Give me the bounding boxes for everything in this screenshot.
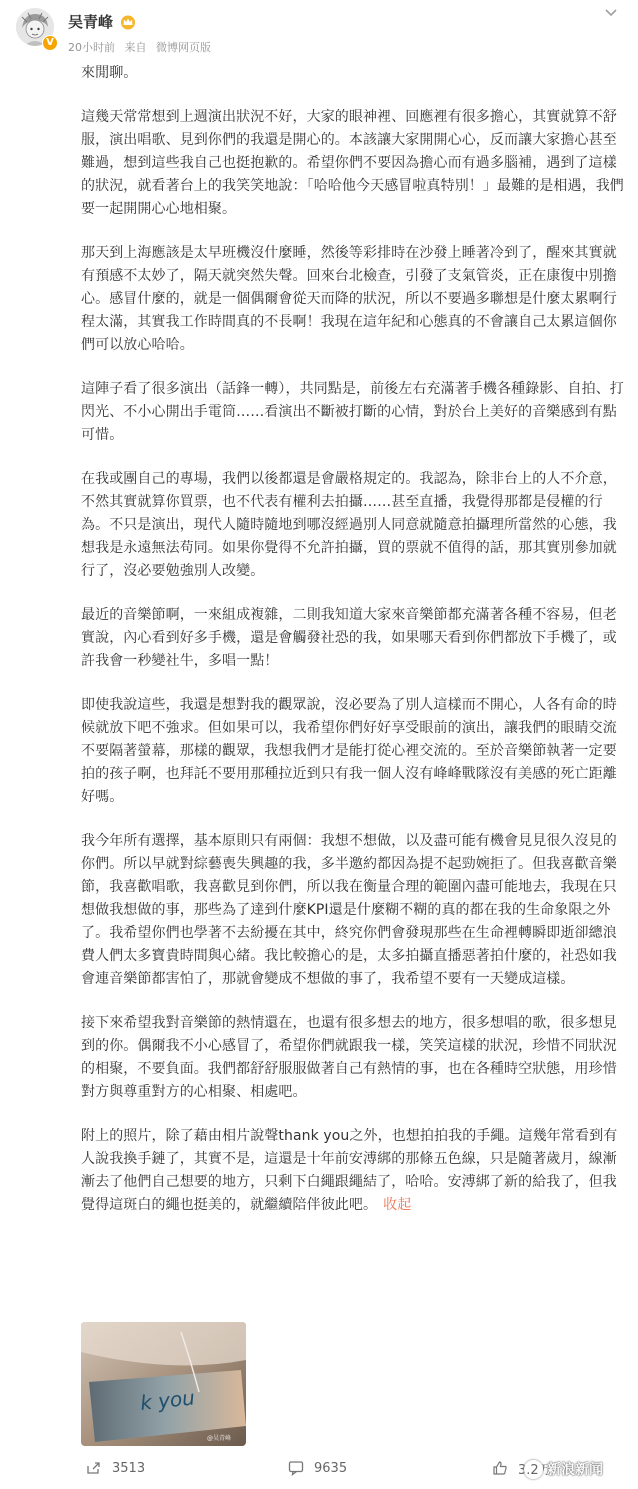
like-count: 3.2万 [518,1462,552,1478]
collapse-link[interactable]: 收起 [383,1197,412,1213]
more-options-icon[interactable] [600,6,622,22]
paragraph: 最近的音樂節啊，一來組成複雜，二則我知道大家來音樂節都充滿著各種不容易，但老實說，內心看到好多手機，還是會觸發社恐的我，如果哪天看到你們都放下手機了，或許我會一秒變社牛，多唱一點！ [81,607,617,669]
paragraph-last [81,1125,624,1217]
photo-watermark: @吴青峰 [207,1435,232,1442]
paragraph: 我今年所有選擇，基本原則只有兩個：我想不想做，以及盡可能有機會見見很久沒見的你們。所以早就對綜藝喪失興趣的我，多半邀約都因為提不起勁婉拒了。但我喜歡音樂節，我喜歡唱歌，我喜歡見到你們，所以我在衡量合理的範圍內盡可能地去，我現在只想做我想做的事，那些為了達到什麼KPI還是什麼糊不糊的真的都在我的生命象限之外了。我希望你們也學著不去紛擾在其中，終究你們會發現那些在生命裡轉瞬即逝卻總浪費人們太多寶貴時間與心緒。我比較擔心的是，太多拍攝直播惡著拍什麼的，社恐如我會連音樂節都害怕了，那就會變成不想做的事了，我希望不要有一天變成這樣。 [81,833,617,987]
post-body [81,62,624,1238]
comment-button[interactable] [288,1454,347,1482]
attached-photo[interactable] [81,1322,246,1446]
paragraph: 來閒聊。 [81,65,138,81]
comment-icon [288,1460,304,1476]
author-row [68,11,137,32]
paragraph: 即使我說這些，我還是想對我的觀眾說，沒必要為了別人這樣而不開心，人各有命的時候就放下吧不強求。但如果可以，我希望你們好好享受眼前的演出，讓我們的眼睛交流不要隔著螢幕，那樣的觀眾，我想我們才是能打從心裡交流的。至於音樂節執著一定要拍的孩子啊，也拜託不要用那種拉近到只有我一個人沒有峰峰戰隊沒有美感的死亡距離好嗎。 [81,697,617,805]
like-icon [492,1460,508,1476]
crown-icon[interactable] [119,14,137,30]
post-time[interactable]: 20小时前 [68,41,115,54]
verified-badge-icon: V [42,35,58,51]
post-source: 微博网页版 [156,41,211,54]
paragraph: 這陣子看了很多演出（話鋒一轉），共同點是，前後左右充滿著手機各種錄影、自拍、打閃光、不小心開出手電筒……看演出不斷被打斷的心情，對於台上美好的音樂感到有點可惜。 [81,381,624,443]
repost-button[interactable] [86,1454,145,1482]
post-meta [68,39,211,55]
photo-image [81,1322,246,1446]
paragraph-last-text: 附上的照片，除了藉由相片說聲thank you之外，也想拍拍我的手繩。這幾年常看到有人說我換手鏈了，其實不是，這還是十年前安溥綁的那條五色線，只是隨著歲月，線漸漸去了他們自己想要的地方，只剩下白繩跟繩結了，哈哈。安溥綁了新的給我了，但我覺得這斑白的繩也挺美的，就繼續陪伴彼此吧。 [81,1128,618,1213]
paragraph: 這幾天常常想到上週演出狀況不好，大家的眼神裡、回應裡有很多擔心，其實就算不舒服，演出唱歌、見到你們的我還是開心的。本該讓大家開開心心，反而讓大家擔心甚至難過，想到這些我自己也挺抱歉的。希望你們不要因為擔心而有過多腦補，遇到了這樣的狀況，就看著台上的我笑笑地說：「哈哈他今天感冒啦真特別！」最難的是相遇，我們要一起開開心心地相聚。 [81,109,624,217]
paragraph: 在我或團自己的專場，我們以後都還是會嚴格規定的。我認為，除非台上的人不介意，不然其實就算你買票，也不代表有權利去拍攝……甚至直播，我覺得那都是侵權的行為。不只是演出，現代人隨時隨地到哪沒經過別人同意就隨意拍攝理所當然的心態，我想我是永遠無法苟同。如果你覺得不允許拍攝，買的票就不值得的話，那其實別參加就行了，沒必要勉強別人改變。 [81,471,617,579]
comment-count: 9635 [314,1460,348,1476]
sina-news-text: 新浪新闻 [547,1462,603,1478]
sina-news-watermark [524,1459,603,1479]
paragraph: 接下來希望我對音樂節的熱情還在，也還有很多想去的地方，很多想唱的歌，很多想見到的你。偶爾我不小心感冒了，希望你們就跟我一樣，笑笑這樣的狀況，珍惜不同狀況的相聚，不要負面。我們都舒舒服服做著自己有熱情的事，也在各種時空狀態，用珍惜對方與尊重對方的心相聚、相處吧。 [81,1015,617,1100]
sina-logo-icon [524,1460,543,1479]
repost-icon [86,1460,102,1476]
handwriting-text: k you [139,1385,196,1415]
author-name[interactable]: 吴青峰 [68,13,114,31]
paragraph: 那天到上海應該是太早班機沒什麼睡，然後等彩排時在沙發上睡著冷到了，醒來其實就有預感不太妙了，隔天就突然失聲。回來台北檢查，引發了支氣管炎，正在康復中別擔心。感冒什麼的，就是一個偶爾會從天而降的狀況，所以不要過多聯想是什麼太累啊行程太滿，其實我工作時間真的不長啊！我現在這年紀和心態真的不會讓自己太累這個你們可以放心哈哈。 [81,245,617,353]
repost-count: 3513 [112,1460,146,1476]
source-prefix: 来自 [124,41,147,54]
